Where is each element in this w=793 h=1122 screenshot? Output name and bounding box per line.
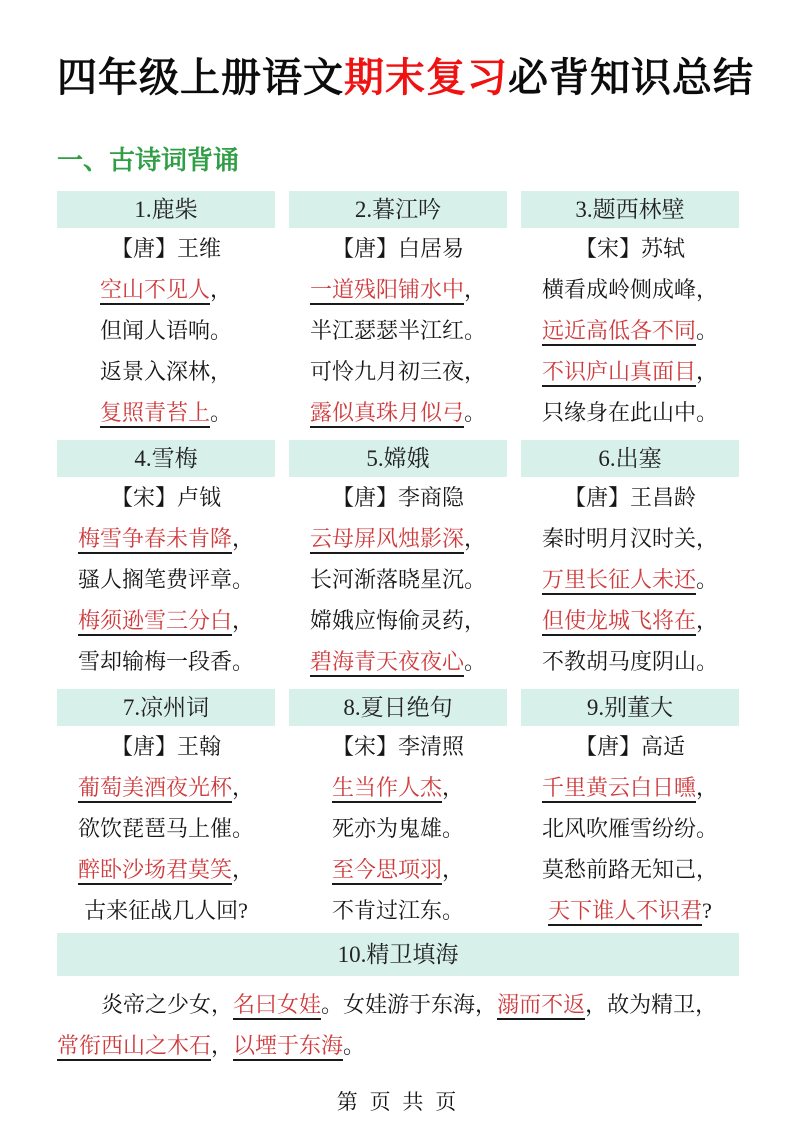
verse-segment: ， xyxy=(696,608,719,633)
verse-segment: 。 xyxy=(343,1033,366,1058)
poem-card xyxy=(57,191,275,433)
highlighted-verse-segment: 葡萄美酒夜光杯 xyxy=(78,775,232,803)
poem-line xyxy=(57,392,275,433)
verse-segment: ， xyxy=(232,526,255,551)
poem-line xyxy=(521,518,739,559)
verse-segment: 不教胡马度阴山。 xyxy=(541,649,718,674)
verse-segment: 。 xyxy=(464,400,487,425)
poem-card xyxy=(521,191,739,433)
poem-line xyxy=(521,392,739,433)
poem-line xyxy=(521,269,739,310)
highlighted-verse-segment: 醉卧沙场君莫笑 xyxy=(78,857,232,885)
prose-poem-card xyxy=(57,933,739,1066)
page-title xyxy=(57,55,754,101)
poem-line xyxy=(289,849,507,890)
highlighted-verse-segment: 但使龙城飞将在 xyxy=(542,608,696,636)
verse-segment: 长河渐落晓星沉。 xyxy=(309,567,486,592)
poem-line xyxy=(289,310,507,351)
poem-card-title: 9.别董大 xyxy=(521,689,739,726)
highlighted-verse-segment: 梅须逊雪三分白 xyxy=(78,608,232,636)
verse-segment: 秦时明月汉时关， xyxy=(541,526,718,551)
poem-line xyxy=(521,808,739,849)
poem-line xyxy=(289,351,507,392)
prose-poem-text xyxy=(57,984,739,1066)
poem-line xyxy=(57,559,275,600)
poem-line xyxy=(57,351,275,392)
highlighted-verse-segment: 万里长征人未还 xyxy=(542,567,696,595)
verse-segment: 北风吹雁雪纷纷。 xyxy=(541,816,718,841)
verse-segment: ， xyxy=(232,608,255,633)
poem-line xyxy=(521,641,739,682)
poem-line xyxy=(289,767,507,808)
poem-author: 【唐】王维 xyxy=(110,236,221,261)
verse-segment: ， xyxy=(232,857,255,882)
verse-segment: 只缘身在此山中。 xyxy=(541,400,718,425)
highlighted-verse-segment: 碧海青天夜夜心 xyxy=(310,649,464,677)
poem-line xyxy=(289,600,507,641)
verse-segment: 莫愁前路无知己， xyxy=(541,857,718,882)
poem-line xyxy=(57,808,275,849)
verse-segment: ， xyxy=(232,775,255,800)
verse-segment: 。 xyxy=(321,992,344,1017)
verse-segment: 。 xyxy=(210,400,233,425)
poem-line xyxy=(57,849,275,890)
verse-segment: 炎帝之少女， xyxy=(101,992,234,1017)
prose-poem-title: 10.精卫填海 xyxy=(57,933,739,976)
verse-segment: ， xyxy=(464,277,487,302)
poem-line xyxy=(289,890,507,931)
poem-card-title: 8.夏日绝句 xyxy=(289,689,507,726)
poem-line xyxy=(57,518,275,559)
verse-segment: 雪却输梅一段香。 xyxy=(77,649,254,674)
verse-segment: 返景入深林， xyxy=(99,359,232,384)
verse-segment: 女娃游于东海， xyxy=(343,992,498,1017)
verse-segment: ， xyxy=(696,775,719,800)
highlighted-verse-segment: 至今思项羽 xyxy=(332,857,442,885)
poem-line xyxy=(289,808,507,849)
poem-card xyxy=(289,191,507,433)
highlighted-verse-segment: 名曰女娃 xyxy=(233,992,321,1020)
poem-card xyxy=(289,440,507,682)
verse-segment: ， xyxy=(210,277,233,302)
poem-line xyxy=(57,600,275,641)
poem-card-title: 6.出塞 xyxy=(521,440,739,477)
highlighted-verse-segment: 不识庐山真面目 xyxy=(542,359,696,387)
verse-segment: 故为精卫， xyxy=(607,992,718,1017)
highlighted-verse-segment: 生当作人杰 xyxy=(332,775,442,803)
highlighted-verse-segment: 梅雪争春未肯降 xyxy=(78,526,232,554)
poem-line xyxy=(521,310,739,351)
poem-author: 【唐】白居易 xyxy=(331,236,464,261)
poem-grid xyxy=(57,191,739,931)
verse-segment: 横看成岭侧成峰， xyxy=(541,277,718,302)
title-part-2: 必背知识总结 xyxy=(508,56,754,100)
verse-segment: 半江瑟瑟半江红。 xyxy=(309,318,486,343)
verse-segment: ， xyxy=(442,775,465,800)
poem-line xyxy=(57,767,275,808)
verse-segment: 古来征战几人回? xyxy=(84,898,248,923)
page-footer: 第 页 共 页 xyxy=(336,1091,460,1114)
poem-card-title: 5.嫦娥 xyxy=(289,440,507,477)
highlighted-verse-segment: 常衔西山之木石 xyxy=(57,1033,211,1061)
highlighted-verse-segment: 以堙于东海 xyxy=(233,1033,343,1061)
verse-segment: 死亦为鬼雄。 xyxy=(331,816,464,841)
poem-line xyxy=(57,641,275,682)
poem-line xyxy=(289,518,507,559)
highlighted-verse-segment: 天下谁人不识君 xyxy=(548,898,702,926)
poem-card xyxy=(521,689,739,931)
verse-segment: 不肯过江东。 xyxy=(331,898,464,923)
poem-line xyxy=(57,310,275,351)
highlighted-verse-segment: 云母屏风烛影深 xyxy=(310,526,464,554)
highlighted-verse-segment: 千里黄云白日曛 xyxy=(542,775,696,803)
poem-line xyxy=(289,392,507,433)
verse-segment: ， xyxy=(464,526,487,551)
poem-card xyxy=(57,440,275,682)
poem-card-title: 1.鹿柴 xyxy=(57,191,275,228)
verse-segment: 嫦娥应悔偷灵药， xyxy=(309,608,486,633)
verse-segment: ， xyxy=(442,857,465,882)
verse-segment: 。 xyxy=(696,567,719,592)
poem-card-title: 2.暮江吟 xyxy=(289,191,507,228)
poem-line xyxy=(521,849,739,890)
title-highlight: 期末复习 xyxy=(344,56,508,100)
highlighted-verse-segment: 复照青苔上 xyxy=(100,400,210,428)
poem-author: 【宋】卢钺 xyxy=(110,485,221,510)
poem-line xyxy=(521,559,739,600)
poem-card xyxy=(521,440,739,682)
highlighted-verse-segment: 远近高低各不同 xyxy=(542,318,696,346)
verse-segment: 骚人搁笔费评章。 xyxy=(77,567,254,592)
poem-author: 【唐】李商隐 xyxy=(331,485,464,510)
poem-author: 【宋】李清照 xyxy=(331,734,464,759)
poem-line xyxy=(57,890,275,931)
verse-segment: ， xyxy=(696,359,719,384)
poem-line xyxy=(521,767,739,808)
poem-card-title: 3.题西林壁 xyxy=(521,191,739,228)
poem-line xyxy=(289,559,507,600)
poem-card xyxy=(289,689,507,931)
highlighted-verse-segment: 一道残阳铺水中 xyxy=(310,277,464,305)
section-heading: 一、古诗词背诵 xyxy=(57,145,240,175)
verse-segment: 欲饮琵琶马上催。 xyxy=(77,816,254,841)
verse-segment: 。 xyxy=(464,649,487,674)
poem-card-title: 7.凉州词 xyxy=(57,689,275,726)
highlighted-verse-segment: 空山不见人 xyxy=(100,277,210,305)
poem-line xyxy=(289,641,507,682)
poem-author: 【唐】王昌龄 xyxy=(563,485,696,510)
poem-line xyxy=(289,269,507,310)
highlighted-verse-segment: 露似真珠月似弓 xyxy=(310,400,464,428)
highlighted-verse-segment: 溺而不返 xyxy=(497,992,585,1020)
poem-line xyxy=(521,600,739,641)
poem-author: 【唐】高适 xyxy=(574,734,685,759)
poem-author: 【宋】苏轼 xyxy=(574,236,685,261)
verse-segment: 。 xyxy=(696,318,719,343)
verse-segment: ， xyxy=(585,992,608,1017)
poem-line xyxy=(521,351,739,392)
poem-line xyxy=(521,890,739,931)
verse-segment: 可怜九月初三夜， xyxy=(309,359,486,384)
poem-card-title: 4.雪梅 xyxy=(57,440,275,477)
poem-card xyxy=(57,689,275,931)
verse-segment: ， xyxy=(211,1033,234,1058)
verse-segment: ? xyxy=(702,898,712,923)
verse-segment: 但闻人语响。 xyxy=(99,318,232,343)
title-part-1: 四年级上册语文 xyxy=(57,56,344,100)
poem-author: 【唐】王翰 xyxy=(110,734,221,759)
poem-line xyxy=(57,269,275,310)
